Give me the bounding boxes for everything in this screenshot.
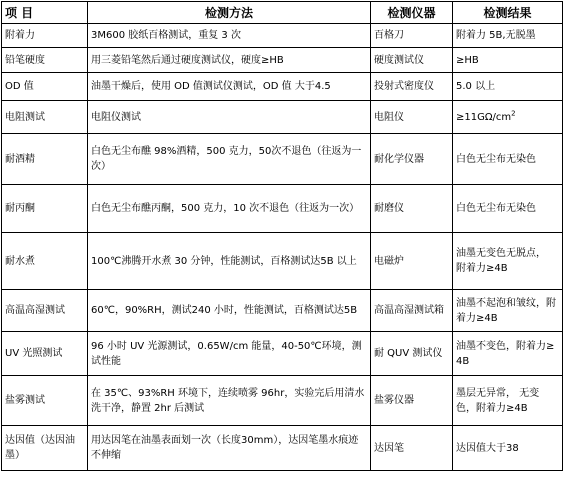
row-instrument: 耐磨仪 bbox=[371, 185, 453, 233]
row-item: 耐酒精 bbox=[2, 134, 88, 185]
row-result: 油墨不起泡和皱纹，附着力≥4B bbox=[453, 290, 563, 332]
row-item: 高温高湿测试 bbox=[2, 290, 88, 332]
row-instrument: 电阻仪 bbox=[371, 101, 453, 134]
table-row bbox=[2, 426, 563, 471]
result-text: ≥11GΩ/cm bbox=[456, 111, 512, 123]
row-method: 100℃沸腾开水煮 30 分钟，性能测试，百格测试达5B 以上 bbox=[88, 233, 371, 290]
row-result: 油墨无变色无脱点， 附着力≥4B bbox=[453, 233, 563, 290]
header-method: 检测方法 bbox=[88, 2, 371, 24]
row-result bbox=[453, 101, 563, 134]
row-method: 96 小时 UV 光源测试，0.65W/cm 能量，40-50℃环境，测试性能 bbox=[88, 332, 371, 376]
table-row bbox=[2, 73, 563, 101]
table-row bbox=[2, 332, 563, 376]
row-method: 用三菱铅笔然后通过硬度测试仪，硬度≥HB bbox=[88, 48, 371, 73]
row-result: 5.0 以上 bbox=[453, 73, 563, 101]
row-method: 白色无尘布醮 98%酒精，500 克力，50次不退色（往返为一次） bbox=[88, 134, 371, 185]
row-instrument: 耐化学仪器 bbox=[371, 134, 453, 185]
row-result: 白色无尘布无染色 bbox=[453, 134, 563, 185]
header-instrument: 检测仪器 bbox=[371, 2, 453, 24]
table-row bbox=[2, 290, 563, 332]
row-result: 附着力 5B,无脱墨 bbox=[453, 24, 563, 48]
row-instrument: 达因笔 bbox=[371, 426, 453, 471]
row-instrument: 电磁炉 bbox=[371, 233, 453, 290]
row-instrument: 百格刀 bbox=[371, 24, 453, 48]
table-row bbox=[2, 134, 563, 185]
row-item: 附着力 bbox=[2, 24, 88, 48]
test-spec-table bbox=[1, 1, 563, 471]
table-row bbox=[2, 376, 563, 426]
row-instrument: 投射式密度仪 bbox=[371, 73, 453, 101]
row-method: 白色无尘布醮丙酮，500 克力，10 次不退色（往返为一次） bbox=[88, 185, 371, 233]
table-row bbox=[2, 185, 563, 233]
row-method: 用达因笔在油墨表面划一次（长度30mm），达因笔墨水痕迹不伸缩 bbox=[88, 426, 371, 471]
row-method: 在 35℃、93%RH 环境下，连续喷雾 96hr，实验完后用清水洗干净，静置 2hr 后测试 bbox=[88, 376, 371, 426]
row-method: 电阻仪测试 bbox=[88, 101, 371, 134]
row-item: 达因值（达因油墨） bbox=[2, 426, 88, 471]
result-superscript: 2 bbox=[511, 109, 516, 118]
header-row bbox=[2, 2, 563, 24]
row-instrument: 高温高湿测试箱 bbox=[371, 290, 453, 332]
table-row bbox=[2, 24, 563, 48]
row-result: ≥HB bbox=[453, 48, 563, 73]
header-result: 检测结果 bbox=[453, 2, 563, 24]
row-item: OD 值 bbox=[2, 73, 88, 101]
row-method: 3M600 胶纸百格测试，重复 3 次 bbox=[88, 24, 371, 48]
row-instrument: 硬度测试仪 bbox=[371, 48, 453, 73]
row-item: 耐水煮 bbox=[2, 233, 88, 290]
row-result: 墨层无异常， 无变色，附着力≥4B bbox=[453, 376, 563, 426]
row-result: 达因值大于38 bbox=[453, 426, 563, 471]
row-method: 油墨干燥后，使用 OD 值测试仪测试，OD 值 大于4.5 bbox=[88, 73, 371, 101]
row-result: 油墨不变色，附着力≥4B bbox=[453, 332, 563, 376]
row-item: 耐丙酮 bbox=[2, 185, 88, 233]
header-item: 项 目 bbox=[2, 2, 88, 24]
row-method: 60℃，90%RH，测试240 小时，性能测试，百格测试达5B bbox=[88, 290, 371, 332]
row-item: 盐雾测试 bbox=[2, 376, 88, 426]
row-result: 白色无尘布无染色 bbox=[453, 185, 563, 233]
table-row bbox=[2, 48, 563, 73]
row-item: UV 光照测试 bbox=[2, 332, 88, 376]
table-row bbox=[2, 233, 563, 290]
row-instrument: 盐雾仪器 bbox=[371, 376, 453, 426]
row-instrument: 耐 QUV 测试仪 bbox=[371, 332, 453, 376]
row-item: 铅笔硬度 bbox=[2, 48, 88, 73]
row-item: 电阻测试 bbox=[2, 101, 88, 134]
table-row bbox=[2, 101, 563, 134]
